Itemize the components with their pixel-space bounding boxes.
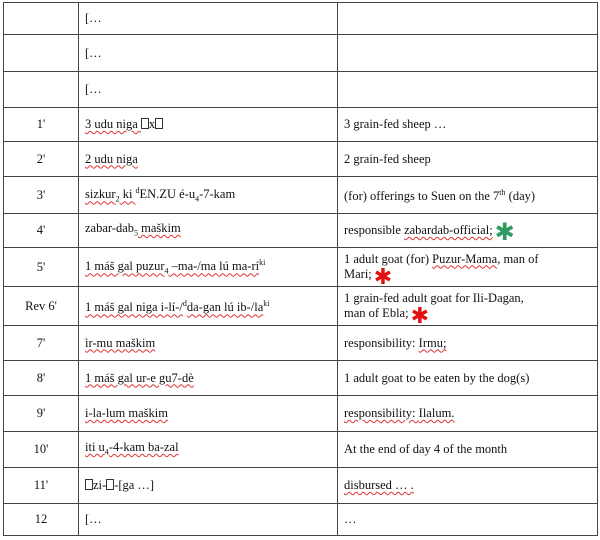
- translation-cell: responsibility: Ilalum.: [338, 396, 598, 432]
- transliteration-cell: 1 máš gal puzur$_4$ –ma-/ma lú $ma-rí^{ki}$: [79, 248, 338, 287]
- translation-cell: 1 grain-fed adult goat for Ili-Dagan, man of Ebla;✱: [338, 287, 598, 326]
- transliteration-cell: 2 udu niga: [79, 142, 338, 177]
- red-asterisk-icon: ✱: [410, 303, 430, 329]
- line-number: 7': [4, 326, 79, 361]
- transliteration-cell: ìr-mu maškim: [79, 326, 338, 361]
- table-row: [4, 396, 598, 432]
- transliteration-cell: […: [79, 504, 338, 536]
- translation-cell: [338, 72, 598, 108]
- line-number: 2': [4, 142, 79, 177]
- transliteration-cell: 1 máš gal ur-e gu7-dè: [79, 361, 338, 396]
- transliteration-cell: zabar-dab$_5$ maškim: [79, 214, 338, 248]
- transliteration-cell: zi- -[ga …]: [79, 468, 338, 504]
- table-row: [4, 142, 598, 177]
- translation-cell: 1 adult goat (for) Puzur-Mama, man of Mari;✱: [338, 248, 598, 287]
- translation-cell: disbursed … .: [338, 468, 598, 504]
- line-number: 4': [4, 214, 79, 248]
- transliteration-cell: 1 máš gal niga i-lí-/$^d$da-gan lú $ib-/la^{ki}$: [79, 287, 338, 326]
- table-row: [4, 35, 598, 72]
- table-row: [4, 177, 598, 214]
- translation-cell: responsible zabardab-official;✱: [338, 214, 598, 248]
- translation-cell: 3 grain-fed sheep …: [338, 108, 598, 142]
- green-asterisk-icon: ✱: [494, 218, 515, 246]
- line-number: [4, 3, 79, 35]
- table-row: [4, 468, 598, 504]
- broken-sign-box: [141, 118, 149, 129]
- translation-cell: …: [338, 504, 598, 536]
- table-row: [4, 432, 598, 468]
- translation-cell: [338, 35, 598, 72]
- line-number: 5': [4, 248, 79, 287]
- broken-sign-box: [85, 479, 93, 490]
- line-number: 10': [4, 432, 79, 468]
- transliteration-cell: sizkur$_2$ ki $^d$EN.ZU $é-u_4-7$-kam: [79, 177, 338, 214]
- transliteration-cell: 3 udu niga x: [79, 108, 338, 142]
- table-row: [4, 3, 598, 35]
- broken-sign-box: [106, 479, 114, 490]
- table-row: [4, 504, 598, 536]
- line-number: 11': [4, 468, 79, 504]
- broken-sign-box: [155, 118, 163, 129]
- translation-cell: At the end of day 4 of the month: [338, 432, 598, 468]
- line-number: 3': [4, 177, 79, 214]
- line-number: [4, 72, 79, 108]
- table-row: [4, 361, 598, 396]
- translation-cell: responsibility: Irmu;: [338, 326, 598, 361]
- translation-cell: [338, 3, 598, 35]
- table-row: [4, 108, 598, 142]
- translation-cell: (for) offerings to Suen on the 7th (day): [338, 177, 598, 214]
- transliteration-cell: iti $u_4-4$-kam ba-zal: [79, 432, 338, 468]
- line-number: 1': [4, 108, 79, 142]
- table-row: [4, 72, 598, 108]
- transliteration-cell: […: [79, 72, 338, 108]
- transliteration-cell: […: [79, 35, 338, 72]
- transliteration-table: [3, 2, 598, 536]
- red-asterisk-icon: ✱: [373, 264, 393, 290]
- table-row: [4, 248, 598, 287]
- translation-cell: 2 grain-fed sheep: [338, 142, 598, 177]
- line-number: [4, 35, 79, 72]
- translation-cell: 1 adult goat to be eaten by the dog(s): [338, 361, 598, 396]
- transliteration-cell: i-la-lum maškim: [79, 396, 338, 432]
- line-number: 12: [4, 504, 79, 536]
- line-number: 8': [4, 361, 79, 396]
- line-number: 9': [4, 396, 79, 432]
- table-row: [4, 287, 598, 326]
- transliteration-cell: […: [79, 3, 338, 35]
- table-row: [4, 214, 598, 248]
- table-row: [4, 326, 598, 361]
- line-number: Rev 6': [4, 287, 79, 326]
